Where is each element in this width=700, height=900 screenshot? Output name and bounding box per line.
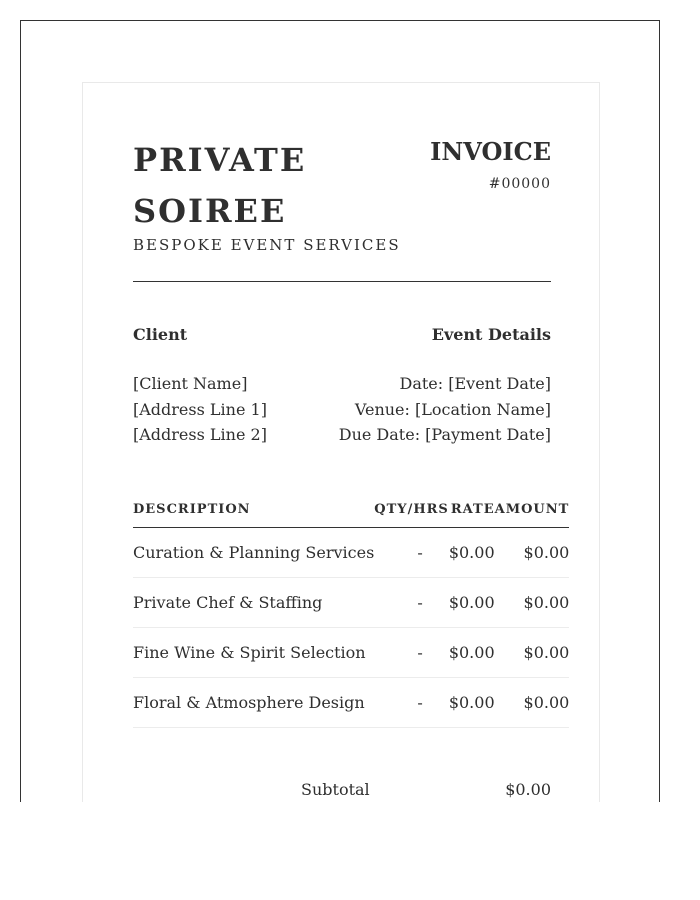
row-rate: $0.00 (449, 528, 495, 578)
document-frame (20, 20, 660, 802)
event-details-block (339, 323, 551, 448)
client-heading: Client (133, 325, 188, 344)
table-row (133, 578, 569, 628)
header-amount: AMOUNT (495, 500, 570, 528)
event-date: Date: [Event Date] (399, 374, 551, 393)
client-name: [Client Name] (133, 374, 248, 393)
header-qty-hrs: QTY/HRS (374, 500, 449, 528)
table-header-row (133, 500, 569, 528)
row-rate: $0.00 (449, 678, 495, 728)
row-description: Floral & Atmosphere Design (133, 678, 374, 728)
table-row (133, 528, 569, 578)
row-qty: - (374, 678, 449, 728)
row-amount: $0.00 (495, 578, 570, 628)
row-amount: $0.00 (495, 628, 570, 678)
row-description: Private Chef & Staffing (133, 578, 374, 628)
line-items-table (133, 500, 569, 728)
payment-due-date: Due Date: [Payment Date] (338, 425, 551, 444)
row-qty: - (374, 578, 449, 628)
event-venue: Venue: [Location Name] (354, 399, 551, 419)
brand-tagline: BESPOKE EVENT SERVICES (133, 236, 401, 254)
client-block (133, 323, 267, 448)
client-address-line-1: [Address Line 1] (133, 399, 267, 419)
table-row (133, 678, 569, 728)
client-address-line-2: [Address Line 2] (133, 425, 267, 444)
header-divider (133, 281, 551, 282)
header-rate: RATE (449, 500, 495, 528)
brand-name: PRIVATE SOIREE (133, 141, 307, 230)
subtotal-value: $0.00 (505, 780, 551, 799)
row-amount: $0.00 (495, 678, 570, 728)
header-description: DESCRIPTION (133, 500, 374, 528)
row-rate: $0.00 (449, 628, 495, 678)
invoice-sheet (82, 82, 600, 802)
invoice-number: #00000 (488, 176, 551, 192)
event-details-heading: Event Details (431, 325, 551, 344)
row-rate: $0.00 (449, 578, 495, 628)
row-qty: - (374, 628, 449, 678)
invoice-title: INVOICE (430, 137, 551, 166)
row-qty: - (374, 528, 449, 578)
row-description: Curation & Planning Services (133, 528, 374, 578)
subtotal-label: Subtotal (301, 780, 370, 799)
table-row (133, 628, 569, 678)
row-description: Fine Wine & Spirit Selection (133, 628, 374, 678)
row-amount: $0.00 (495, 528, 570, 578)
